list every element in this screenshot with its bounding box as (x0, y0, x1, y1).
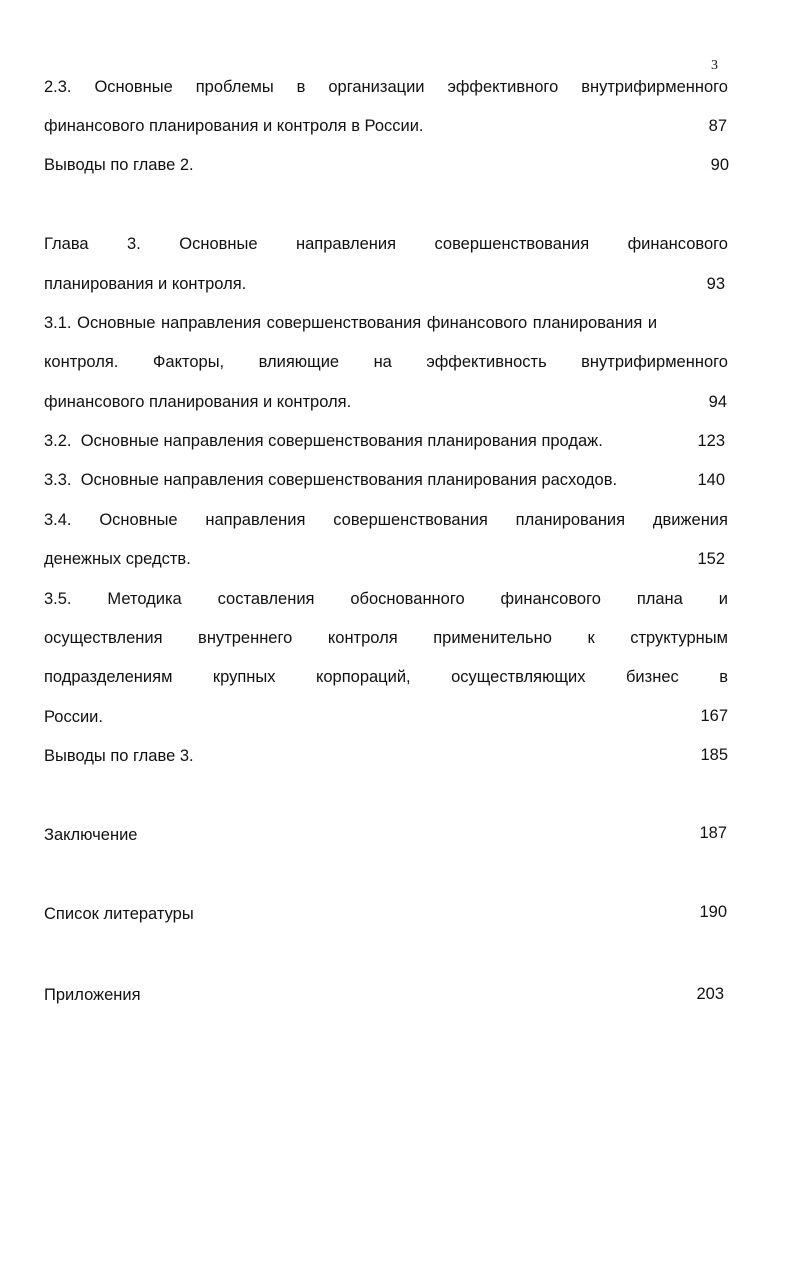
word: обоснованного (350, 590, 465, 608)
word: проблемы (195, 78, 274, 96)
word: плана (636, 590, 683, 608)
toc-entry-conclusions-2: Выводы по главе 2. (44, 156, 194, 174)
word: финансового (500, 590, 601, 608)
toc-entry-bibliography-page: 190 (699, 903, 727, 921)
word: Основные (94, 78, 173, 96)
word: влияющие (258, 353, 340, 371)
toc-entry-3-1-line-1: 3.1. Основные направления совершенствования финансового планирования и (44, 314, 658, 332)
word: бизнес (625, 668, 679, 686)
word: подразделениям (44, 668, 173, 686)
toc-entry-3-5-line-2 (44, 628, 728, 648)
word: контроля (327, 629, 398, 647)
toc-entry-3-4-page: 152 (697, 550, 725, 568)
word: Основные (99, 511, 178, 529)
word: применительно (433, 629, 552, 647)
word: планирования (515, 511, 626, 529)
word: Факторы, (152, 353, 225, 371)
word: 3.4. (44, 511, 72, 529)
word: эффективного (447, 78, 559, 96)
word: совершенствования (333, 511, 488, 529)
word: 3. (127, 235, 141, 253)
word: и (718, 590, 728, 608)
word: на (373, 353, 392, 371)
toc-entry-3-2: 3.2. Основные направления совершенствования планирования продаж. (44, 432, 603, 450)
word: составления (217, 590, 315, 608)
toc-entry-conclusions-3-page: 185 (700, 746, 728, 764)
toc-entry-conclusion: Заключение (44, 826, 138, 844)
toc-entry-3-5-line-4: России. (44, 708, 103, 726)
toc-entry-conclusion-page: 187 (699, 824, 727, 842)
toc-entry-3-5-line-3 (44, 667, 728, 687)
word: Глава (44, 235, 89, 253)
word: направления (296, 235, 397, 253)
word: эффективность (426, 353, 547, 371)
word: Методика (107, 590, 182, 608)
toc-entry-3-5-page: 167 (700, 707, 728, 725)
toc-entry-3-3: 3.3. Основные направления совершенствования планирования расходов. (44, 471, 618, 489)
toc-entry-3-4-line-1 (44, 510, 728, 530)
toc-entry-3-4-line-2: денежных средств. (44, 550, 191, 568)
toc-entry-conclusions-3: Выводы по главе 3. (44, 747, 194, 765)
word: совершенствования (434, 235, 590, 253)
toc-entry-conclusions-2-page: 90 (710, 156, 729, 174)
word: Основные (179, 235, 258, 253)
word: к (587, 629, 595, 647)
toc-entry-3-1-line-3: финансового планирования и контроля. (44, 393, 352, 411)
word: внутрифирменного (581, 353, 728, 371)
word: 3.5. (44, 590, 72, 608)
word: движения (652, 511, 728, 529)
toc-entry-2-3-line-1 (44, 77, 728, 97)
toc-entry-3-1-line-2 (44, 352, 728, 372)
word: контроля. (44, 353, 119, 371)
word: 2.3. (44, 78, 72, 96)
toc-entry-2-3-page: 87 (708, 117, 727, 135)
toc-entry-2-3-line-2: финансового планирования и контроля в России. (44, 117, 424, 135)
word: внутреннего (198, 629, 293, 647)
toc-entry-bibliography: Список литературы (44, 905, 194, 923)
toc-entry-3-1-page: 94 (708, 393, 727, 411)
word: финансового (627, 235, 728, 253)
word: корпораций, (315, 668, 411, 686)
toc-chapter-3-line-1 (44, 234, 728, 254)
word: в (719, 668, 728, 686)
word: крупных (212, 668, 276, 686)
toc-entry-3-3-page: 140 (697, 471, 725, 489)
toc-chapter-3-line-2: планирования и контроля. (44, 275, 247, 293)
page-number: 3 (711, 58, 718, 73)
word: структурным (630, 629, 728, 647)
word: в (296, 78, 306, 96)
word: осуществления (44, 629, 163, 647)
word: внутрифирменного (581, 78, 728, 96)
toc-chapter-3-page: 93 (706, 275, 725, 293)
word: осуществляющих (451, 668, 586, 686)
word: организации (328, 78, 425, 96)
word: направления (205, 511, 306, 529)
toc-entry-appendices-page: 203 (696, 985, 724, 1003)
toc-entry-appendices: Приложения (44, 986, 141, 1004)
toc-entry-3-5-line-1 (44, 589, 728, 609)
toc-entry-3-2-page: 123 (697, 432, 725, 450)
